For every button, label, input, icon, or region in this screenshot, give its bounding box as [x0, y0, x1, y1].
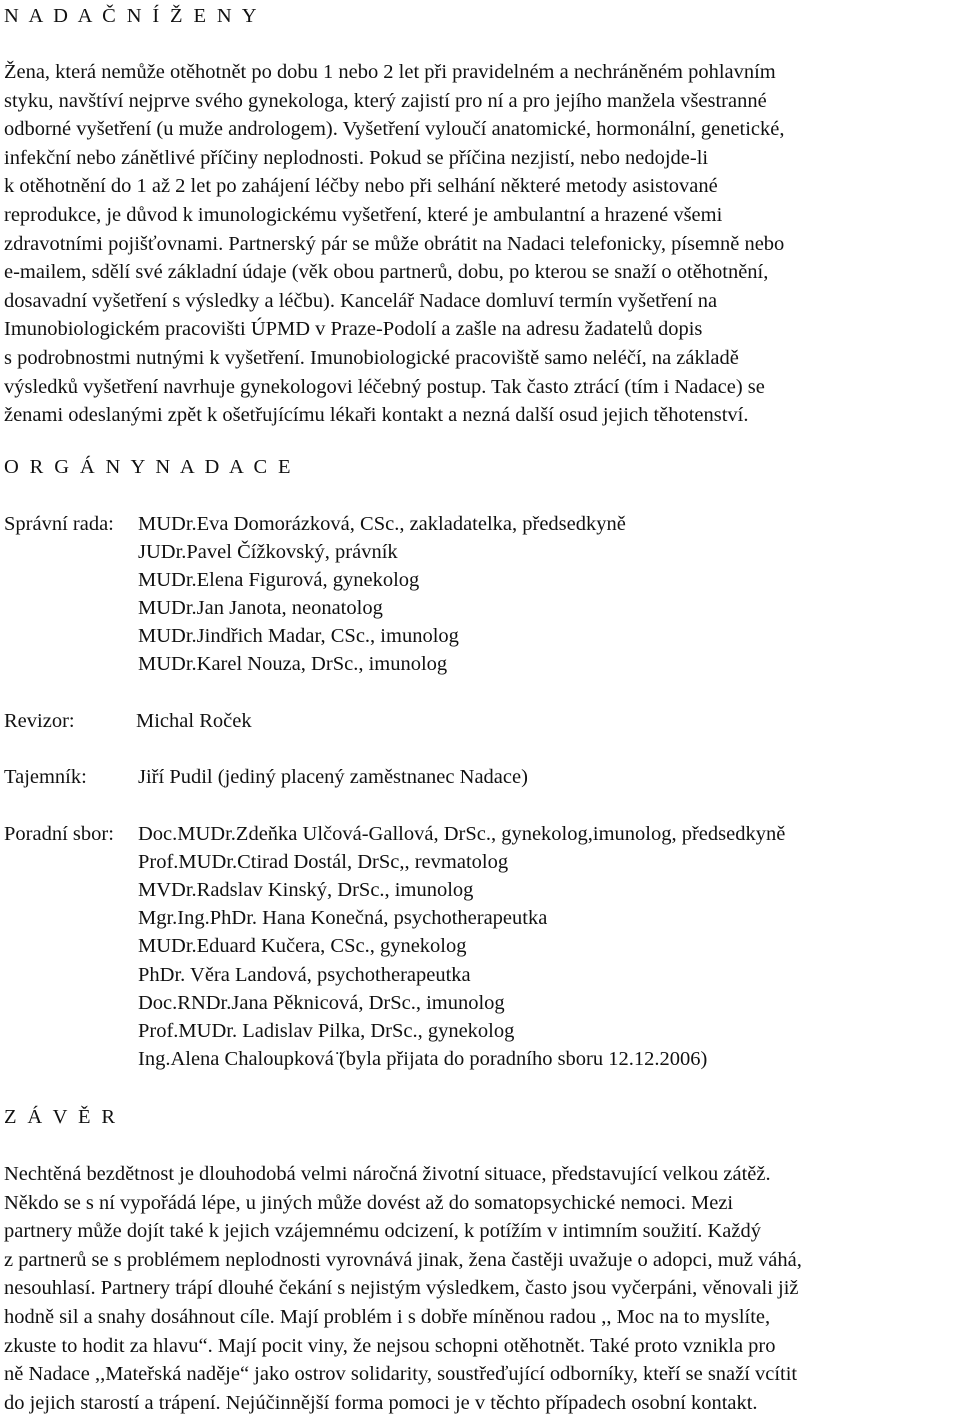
text-line: zkuste to hodit za hlavu“. Mají pocit viny, že nejsou schopni otěhotnět. Také proto vznikla pro: [4, 1334, 776, 1357]
text-line: k otěhotnění do 1 až 2 let po zahájení léčby nebo při selhání některé metody asistované: [4, 175, 718, 198]
text-line: partnery může dojít také k jejich vzájemnému odcizení, k potížím v intimním soužití. Každý: [4, 1220, 761, 1243]
advisory-member: Ing.Alena Chaloupková ̈(byla přijata do poradního sboru 12.12.2006): [138, 1048, 708, 1070]
advisory-member: Prof.MUDr. Ladislav Pilka, DrSc., gynekolog: [138, 1020, 515, 1042]
text-line: zdravotními pojišťovnami. Partnerský pár se může obrátit na Nadaci telefonicky, písemně nebo: [4, 232, 785, 255]
advisory-member: Mgr.Ing.PhDr. Hana Konečná, psychotherapeutka: [138, 907, 548, 929]
advisory-member: MUDr.Eduard Kučera, CSc., gynekolog: [138, 935, 467, 957]
heading-zaver: Z Á V Ě R: [4, 1106, 118, 1128]
text-line: reprodukce, je důvod k imunologickému vyšetření, které je ambulantní a hrazené všemi: [4, 203, 723, 226]
text-line: ženami odeslanými zpět k ošetřujícímu lékaři kontakt a nezná další osud jejich těhotenství.: [4, 404, 749, 427]
text-line: z partnerů se s problémem neplodnosti vyrovnává jinak, žena častěji uvažuje o adopci, muž váhá,: [4, 1248, 802, 1271]
text-line: styku, navštíví nejprve svého gynekologa, který zajistí pro ní a pro jejího manžela všestranné: [4, 89, 767, 112]
advisory-member: Doc.RNDr.Jana Pěknicová, DrSc., imunolog: [138, 992, 505, 1014]
text-line: do jejich starostí a trápení. Nejúčinnější forma pomoci je v těchto případech osobní kontakt.: [4, 1391, 758, 1414]
advisory-member: Doc.MUDr.Zdeňka Ulčová-Gallová, DrSc., gynekolog,imunolog, předsedkyně: [138, 823, 786, 845]
text-line: infekční nebo zánětlivé příčiny neplodnosti. Pokud se příčina nezjistí, nebo nedojde-li: [4, 146, 709, 169]
advisory-member: MVDr.Radslav Kinský, DrSc., imunolog: [138, 879, 474, 901]
text-line: výsledků vyšetření navrhuje gynekologovi léčebný postup. Tak často ztrácí (tím i Nadace) se: [4, 375, 765, 398]
text-line: hodně sil a snahy dosáhnout cíle. Mají problém i s dobře míněnou radou ,, Moc na to myslíte,: [4, 1305, 771, 1328]
text-line: Nechtěná bezdětnost je dlouhodobá velmi náročná životní situace, představující velkou zátěž.: [4, 1163, 771, 1185]
advisory-member: Prof.MUDr.Ctirad Dostál, DrSc,, revmatolog: [138, 851, 509, 873]
board-member: MUDr.Jan Janota, neonatolog: [138, 597, 383, 619]
advisory-member: PhDr. Věra Landová, psychotherapeutka: [138, 964, 471, 986]
text-line: e-mailem, sdělí své základní údaje (věk obou partnerů, dobu, po kterou se snaží o otěhotnění,: [4, 261, 769, 284]
secretary-name: Jiří Pudil (jediný placený zaměstnanec Nadace): [138, 766, 528, 788]
intro-paragraph: [4, 58, 957, 430]
auditor-name: Michal Roček: [136, 710, 252, 732]
text-line: Žena, která nemůže otěhotnět po dobu 1 nebo 2 let při pravidelném a nechráněném pohlavním: [4, 61, 776, 83]
board-member: JUDr.Pavel Čížkovský, právník: [138, 541, 398, 563]
text-line: s podrobnostmi nutnými k vyšetření. Imunobiologické pracoviště samo neléčí, na základě: [4, 346, 739, 369]
secretary-label: Tajemník:: [4, 766, 87, 788]
auditor-label: Revizor:: [4, 710, 75, 732]
conclusion-paragraph: [4, 1160, 957, 1417]
board-member: MUDr.Elena Figurová, gynekolog: [138, 569, 420, 591]
text-line: nesouhlasí. Partnery trápí dlouhé čekání s nejistým výsledkem, často jsou vyčerpáni, věnovali již: [4, 1277, 799, 1300]
board-member: MUDr.Eva Domorázková, CSc., zakladatelka, předsedkyně: [138, 513, 626, 535]
text-line: Někdo se s ní vypořádá lépe, u jiných může dovést až do somatopsychické nemoci. Mezi: [4, 1191, 734, 1214]
board-member: MUDr.Jindřich Madar, CSc., imunolog: [138, 625, 459, 647]
text-line: odborné vyšetření (u muže andrologem). Vyšetření vyloučí anatomické, hormonální, genetické,: [4, 118, 785, 141]
text-line: dosavadní vyšetření s výsledky a léčbu). Kancelář Nadace domluví termín vyšetření na: [4, 289, 718, 312]
heading-nadacni-zeny: N A D A Č N Í Ž E N Y: [4, 5, 260, 27]
board-label: Správní rada:: [4, 513, 114, 535]
heading-organy-nadace: O R G Á N Y N A D A C E: [4, 456, 294, 478]
advisory-label: Poradní sbor:: [4, 823, 114, 845]
text-line: Imunobiologickém pracovišti ÚPMD v Praze-Podolí a zašle na adresu žadatelů dopis: [4, 318, 703, 341]
board-member: MUDr.Karel Nouza, DrSc., imunolog: [138, 653, 448, 675]
text-line: ně Nadace ,,Mateřská naděje“ jako ostrov solidarity, soustřeďující odborníky, kteří se snaží vcítit: [4, 1363, 798, 1386]
